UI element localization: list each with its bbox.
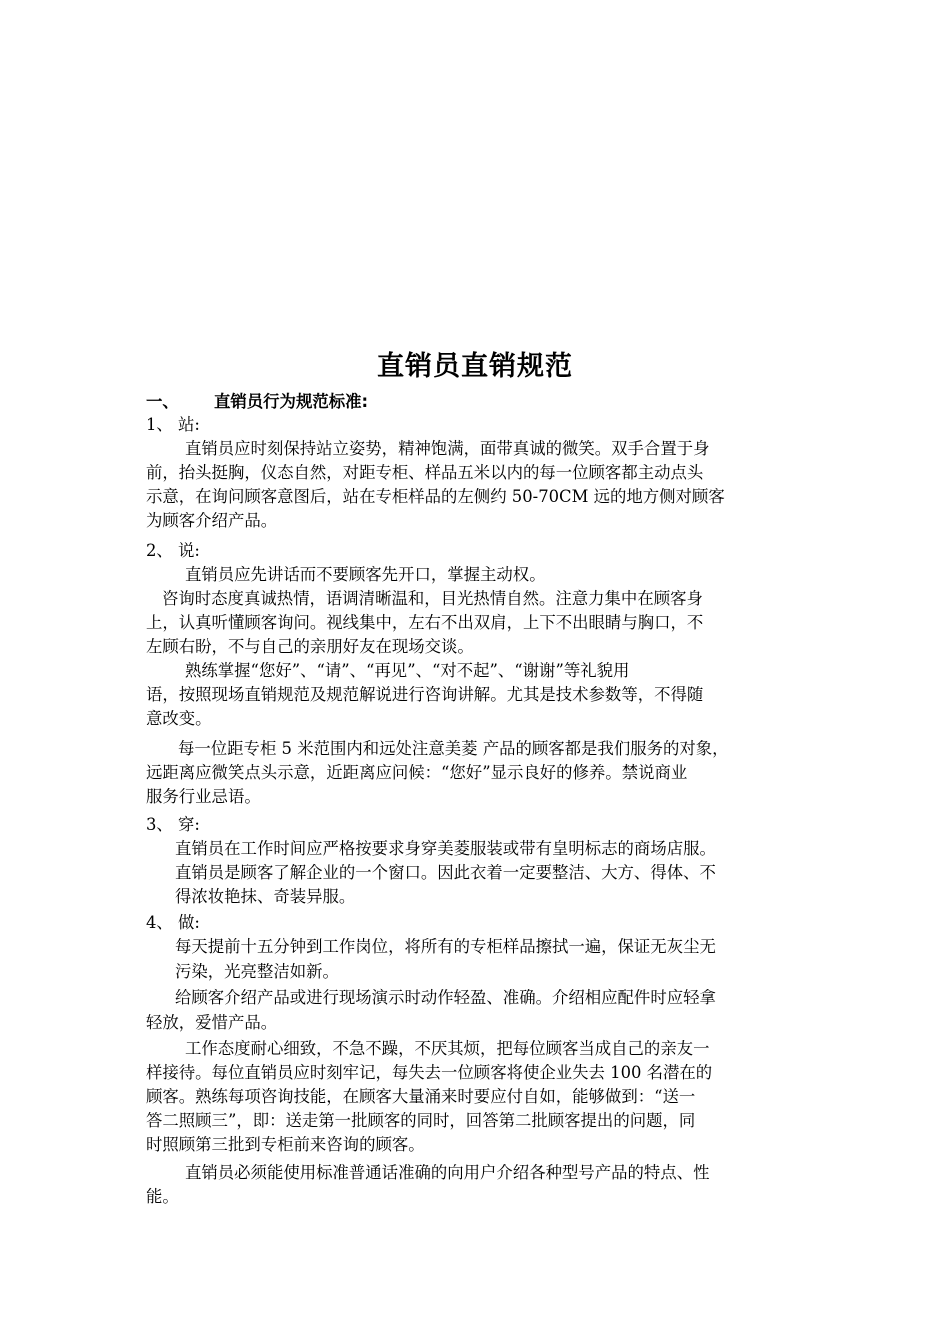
paragraph-line: 每天提前十五分钟到工作岗位，将所有的专柜样品擦拭一遍，保证无灰尘无 bbox=[175, 937, 716, 956]
subsection-heading: 2、 说: bbox=[146, 541, 200, 560]
section-heading bbox=[146, 390, 368, 413]
paragraph-line: 直销员在工作时间应严格按要求身穿美菱服装或带有皇明标志的商场店服。 bbox=[175, 839, 716, 858]
paragraph-line: 左顾右盼，不与自己的亲朋好友在现场交谈。 bbox=[146, 637, 474, 656]
paragraph-line: 样接待。每位直销员应时刻牢记，每失去一位顾客将使企业失去 100 名潜在的 bbox=[146, 1063, 713, 1082]
paragraph-line: 服务行业忌语。 bbox=[146, 787, 261, 806]
paragraph-line: 顾客。熟练每项咨询技能，在顾客大量涌来时要应付自如，能够做到：“送一 bbox=[146, 1087, 696, 1106]
paragraph-line: 远距离应微笑点头示意，近距离应问候：“您好”显示良好的修养。禁说商业 bbox=[146, 763, 688, 782]
paragraph-line: 答二照顾三”，即：送走第一批顾客的同时，回答第二批顾客提出的问题，同 bbox=[146, 1111, 696, 1130]
paragraph-line: 前，抬头挺胸，仪态自然，对距专柜、样品五米以内的每一位顾客都主动点头 bbox=[146, 463, 704, 482]
paragraph-line: 污染，光亮整洁如新。 bbox=[175, 962, 339, 981]
paragraph-line: 为顾客介绍产品。 bbox=[146, 511, 278, 530]
paragraph-line: 语，按照现场直销规范及规范解说进行咨询讲解。尤其是技术参数等，不得随 bbox=[146, 685, 704, 704]
page-title: 直销员直销规范 bbox=[377, 351, 573, 382]
paragraph-line: 给顾客介绍产品或进行现场演示时动作轻盈、准确。介绍相应配件时应轻拿 bbox=[175, 988, 716, 1007]
paragraph-line: 直销员应时刻保持站立姿势，精神饱满，面带真诚的微笑。双手合置于身 bbox=[185, 439, 710, 458]
paragraph-line: 示意，在询问顾客意图后，站在专柜样品的左侧约 50-70CM 远的地方侧对顾客 bbox=[146, 487, 725, 506]
paragraph-line: 意改变。 bbox=[146, 709, 212, 728]
paragraph-line: 轻放，爱惜产品。 bbox=[146, 1013, 278, 1032]
paragraph-line: 熟练掌握“您好”、“请”、“再见”、“对不起”、“谢谢”等礼貌用 bbox=[185, 661, 630, 680]
paragraph-line: 直销员必须能使用标准普通话准确的向用户介绍各种型号产品的特点、性 bbox=[185, 1163, 710, 1182]
section-title: 直销员行为规范标准: bbox=[214, 392, 369, 411]
subsection-heading: 1、 站: bbox=[146, 415, 200, 434]
paragraph-line: 得浓妆艳抹、奇装异服。 bbox=[175, 887, 356, 906]
paragraph-line: 能。 bbox=[146, 1187, 179, 1206]
paragraph-line: 直销员应先讲话而不要顾客先开口，掌握主动权。 bbox=[185, 565, 546, 584]
section-number: 一、 bbox=[146, 392, 179, 411]
paragraph-line: 每一位距专柜 5 米范围内和远处注意美菱 产品的顾客都是我们服务的对象， bbox=[178, 739, 729, 758]
subsection-heading: 4、 做: bbox=[146, 913, 200, 932]
paragraph-line: 时照顾第三批到专柜前来咨询的顾客。 bbox=[146, 1135, 425, 1154]
subsection-heading: 3、 穿: bbox=[146, 815, 200, 834]
paragraph-line: 直销员是顾客了解企业的一个窗口。因此衣着一定要整洁、大方、得体、不 bbox=[175, 863, 716, 882]
paragraph-line: 上，认真听懂顾客询问。视线集中，左右不出双肩，上下不出眼睛与胸口，不 bbox=[146, 613, 704, 632]
paragraph-line: 咨询时态度真诚热情，语调清晰温和，目光热情自然。注意力集中在顾客身 bbox=[162, 589, 703, 608]
paragraph-line: 工作态度耐心细致，不急不躁，不厌其烦，把每位顾客当成自己的亲友一 bbox=[185, 1039, 710, 1058]
